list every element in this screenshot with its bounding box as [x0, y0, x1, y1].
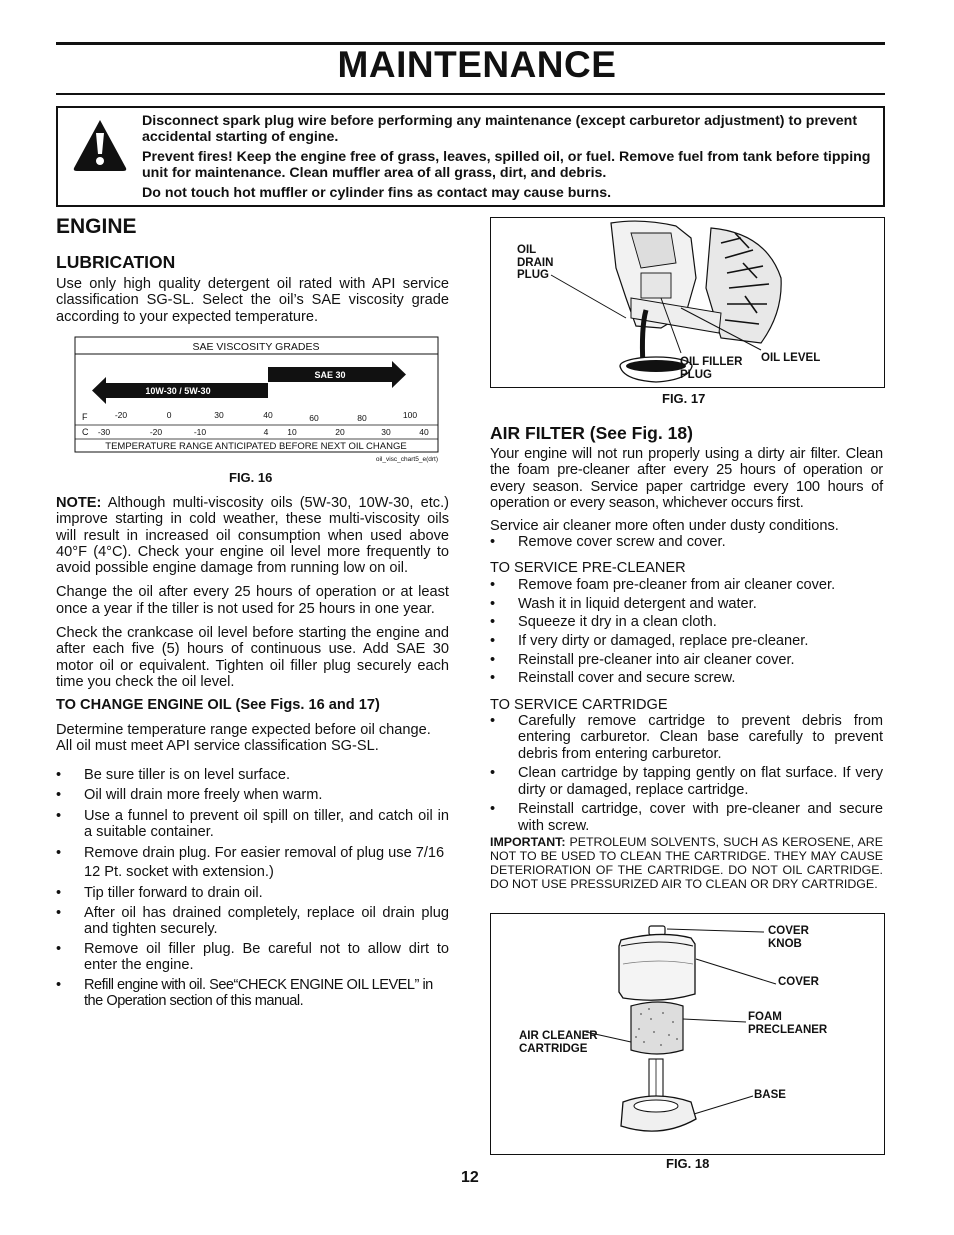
c-tick-label: -20 — [149, 427, 163, 437]
oil-level-label: OIL LEVEL — [761, 352, 821, 364]
list-item: • Tip tiller forward to drain oil. — [56, 885, 449, 901]
change-oil-intro: Determine temperature range expected before oil change. All oil must meet API service classification SG-SL. — [56, 721, 431, 754]
fig18-frame — [490, 913, 885, 1155]
oil-filler-plug-label: OIL FILLER PLUG — [680, 356, 743, 381]
oil-drain-plug-label: OIL DRAIN PLUG — [517, 244, 554, 281]
dusty-note: Service air cleaner more often under dusty conditions. — [490, 518, 839, 535]
list-item: • Remove cover screw and cover. — [490, 534, 883, 550]
list-item: • Clean cartridge by tapping gently on flat surface. If very dirty or damaged, replace cartridge. — [490, 765, 883, 798]
pre-cleaner-heading: TO SERVICE PRE-CLEANER — [490, 560, 686, 576]
engine-heading: ENGINE — [56, 215, 137, 238]
f-tick-label: 60 — [309, 413, 319, 423]
list-item: • Squeeze it dry in a clean cloth. — [490, 614, 883, 630]
change-paragraph: Change the oil after every 25 hours of operation or at least once a year if the tiller is not used for 25 hours in one year. — [56, 584, 449, 617]
list-item: • Reinstall cartridge, cover with pre-cleaner and secure with screw. — [490, 801, 883, 834]
air-filter-intro: Your engine will not run properly using a dirty air filter. Clean the foam pre-cleaner after every 25 hours of operation or every season. Service paper cartridge every 100 hours of operation or every season, whichever occurs first. — [490, 446, 883, 511]
cartridge-steps — [490, 713, 883, 838]
lubrication-intro-text: Use only high quality detergent oil rated with API service classification SG-SL. Select the oil’s SAE viscosity grade according to your expected temperature. — [56, 276, 449, 325]
list-item: • After oil has drained completely, replace oil drain plug and tighten securely. — [56, 905, 449, 938]
cartridge-heading: TO SERVICE CARTRIDGE — [490, 697, 668, 713]
important-label: IMPORTANT: — [490, 835, 566, 849]
chart-xlabel: TEMPERATURE RANGE ANTICIPATED BEFORE NEXT OIL CHANGE — [105, 441, 407, 452]
list-item: • Refill engine with oil. See“CHECK ENGINE OIL LEVEL” in the Operation section of this manual. — [56, 977, 449, 1010]
c-tick-label: 20 — [335, 427, 345, 437]
c-tick-label: -30 — [97, 427, 111, 437]
change-oil-heading: TO CHANGE ENGINE OIL (See Figs. 16 and 17) — [56, 697, 380, 714]
f-tick-label: 30 — [214, 410, 224, 420]
warning-line: Prevent fires! Keep the engine free of grass, leaves, spilled oil, or fuel. Remove fuel from tank before tipping unit for maintenance. Clean muffler area of all grass, dirt, and debris. — [142, 149, 871, 181]
c-tick-label: 30 — [381, 427, 391, 437]
c-tick-label: 40 — [419, 427, 429, 437]
cover-label: COVER — [778, 976, 819, 988]
list-item: • Remove drain plug. For easier removal of plug use 7/16 12 Pt. socket with extension.) — [56, 844, 449, 882]
c-axis-label: C — [82, 427, 89, 437]
air-filter-heading: AIR FILTER (See Fig. 18) — [490, 423, 693, 443]
important-text: PETROLEUM SOLVENTS, SUCH AS KEROSENE, ARE NOT TO BE USED TO CLEAN THE CARTRIDGE. THEY MAY CAUSE DETERIORATION OF THE CARTRIDGE. DO NOT OIL CARTRIDGE. DO NOT USE PRESSURIZED AIR TO CLEAN OR DRY CARTRIDGE. — [490, 835, 883, 891]
air-cleaner-cartridge-label: AIR CLEANER CARTRIDGE — [519, 1030, 598, 1055]
f-tick-label: 0 — [166, 410, 172, 420]
warning-text — [142, 114, 874, 207]
f-tick-label: 80 — [357, 413, 367, 423]
c-tick-label: 10 — [287, 427, 297, 437]
chart-title: SAE VISCOSITY GRADES — [192, 341, 320, 353]
chart-source-tag: oil_visc_chart5_e(drt) — [375, 456, 438, 463]
list-item: • Reinstall pre-cleaner into air cleaner cover. — [490, 652, 883, 668]
fig16-caption: FIG. 16 — [229, 470, 273, 485]
fig17-frame — [490, 217, 885, 388]
important-note — [490, 835, 883, 891]
f-axis-label: F — [82, 412, 88, 422]
list-item: • Remove oil filler plug. Be careful not to allow dirt to enter the engine. — [56, 941, 449, 974]
lubrication-heading: LUBRICATION — [56, 252, 176, 272]
list-item: • Use a funnel to prevent oil spill on tiller, and catch oil in a suitable container. — [56, 808, 449, 841]
list-item: • Be sure tiller is on level surface. — [56, 767, 449, 783]
warning-line: Disconnect spark plug wire before performing any maintenance (except carburetor adjustment) to prevent accidental starting of engine. — [142, 113, 858, 145]
viscosity-chart — [74, 336, 442, 464]
c-tick-label: -10 — [193, 427, 207, 437]
oil-change-steps — [56, 767, 449, 1013]
lubrication-intro — [56, 276, 449, 331]
page-title: MAINTENANCE — [337, 44, 617, 85]
warning-triangle-icon — [72, 118, 128, 172]
note-label: NOTE: — [56, 495, 102, 511]
fig17-caption: FIG. 17 — [662, 391, 706, 406]
viscosity-band-label: 10W-30 / 5W-30 — [145, 386, 211, 396]
cover-step-list — [490, 534, 883, 554]
list-item: • Wash it in liquid detergent and water. — [490, 596, 883, 612]
check-paragraph: Check the crankcase oil level before starting the engine and after each five (5) hours of continuous use. Add SAE 30 motor oil or equivalent. Tighten oil filler plug securely each time you check the oil level. — [56, 625, 449, 690]
fig18-caption: FIG. 18 — [666, 1156, 710, 1171]
note-paragraph — [56, 495, 449, 760]
title-rule — [56, 93, 885, 95]
list-item: • Oil will drain more freely when warm. — [56, 787, 449, 803]
f-tick-label: -20 — [114, 410, 128, 420]
list-item: • Remove foam pre-cleaner from air cleaner cover. — [490, 577, 883, 593]
pre-cleaner-steps — [490, 577, 883, 690]
base-label: BASE — [754, 1089, 786, 1101]
warning-box — [56, 106, 885, 207]
foam-precleaner-label: FOAM PRECLEANER — [748, 1011, 828, 1036]
f-tick-label: 40 — [263, 410, 273, 420]
warning-line: Do not touch hot muffler or cylinder fins as contact may cause burns. — [142, 185, 612, 201]
air-filter-text — [490, 446, 883, 536]
viscosity-band-label: SAE 30 — [314, 370, 346, 380]
f-tick-label: 100 — [402, 410, 418, 420]
note-text: Although multi-viscosity oils (5W-30, 10W-30, etc.) improve starting in cold weather, these multi-viscosity oils will result in increased oil consumption when used above 40°F (4°C). Check your engine oil level more frequently to avoid possible engine damage from running low on oil. — [56, 495, 449, 577]
page-number: 12 — [461, 1169, 479, 1186]
list-item: • Reinstall cover and secure screw. — [490, 670, 883, 686]
c-tick-label: 4 — [263, 427, 269, 437]
list-item: • If very dirty or damaged, replace pre-cleaner. — [490, 633, 883, 649]
cover-knob-label: COVER KNOB — [768, 925, 809, 950]
list-item: • Carefully remove cartridge to prevent debris from entering carburetor. Clean base carefully to prevent debris from entering carburetor. — [490, 713, 883, 762]
